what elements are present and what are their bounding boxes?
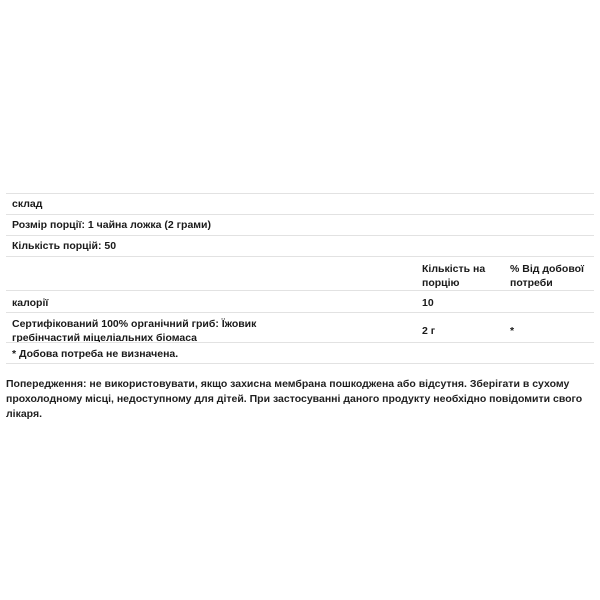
warning-text: Попередження: не використовувати, якщо захисна мембрана пошкоджена або відсутня. Зберігати в сухому прохолодному місці, недоступному для дітей. При застосуванні даного продукту необхідно повідомити свого лікаря. — [6, 378, 583, 420]
column-header-amount: Кількість на порцію — [422, 263, 486, 290]
column-header-row — [6, 256, 594, 290]
ingredient-name: Сертифікований 100% органічний гриб: Їжовик гребінчастий міцеліальних біомаса — [12, 318, 257, 345]
servings-count: Кількість порцій: 50 — [12, 239, 117, 252]
ingredient-daily-value: * — [510, 325, 515, 337]
nutrient-name: калорії — [12, 297, 49, 309]
ingredient-amount: 2 г — [422, 325, 436, 337]
footnote-row — [6, 342, 594, 364]
nutrient-amount: 10 — [422, 297, 434, 309]
servings-count-row — [6, 235, 594, 256]
facts-heading-row — [6, 193, 594, 214]
table-row — [6, 290, 594, 312]
serving-size-row — [6, 214, 594, 235]
column-header-daily-value: % Від добової потреби — [510, 263, 584, 290]
serving-size: Розмір порції: 1 чайна ложка (2 грами) — [12, 218, 212, 231]
footnote: * Добова потреба не визначена. — [12, 348, 179, 360]
facts-heading: склад — [12, 197, 43, 210]
supplement-facts-table — [6, 193, 594, 364]
table-row — [6, 312, 594, 345]
